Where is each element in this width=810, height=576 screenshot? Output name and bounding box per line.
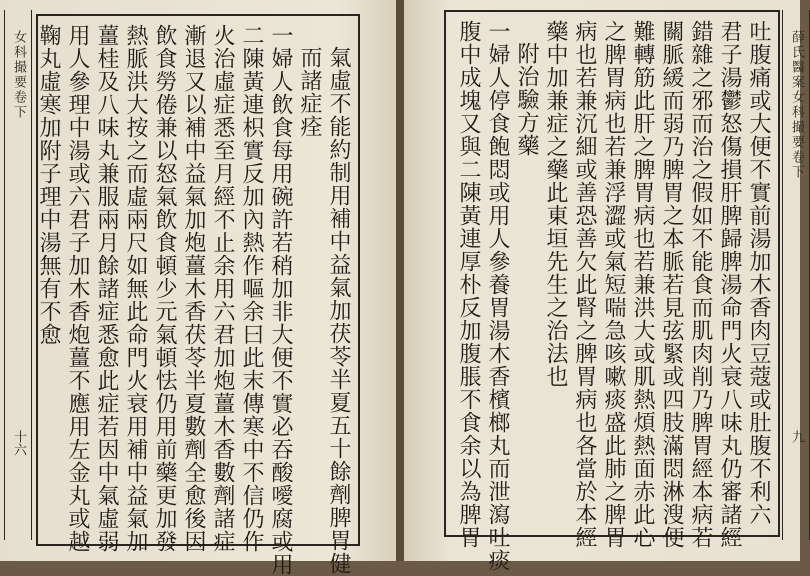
- text-column: 一婦人停食飽悶或用人參養胃湯木香檳榔丸而泄瀉吐痰: [485, 20, 510, 572]
- text-column: 難轉筋此肝之脾胃病也若兼洪大或肌熱煩熱面赤此心: [630, 20, 655, 549]
- left-margin-strip: [4, 10, 32, 540]
- text-column: 關脈緩而弱乃脾胃之本脈若見弦緊或四肢滿悶淋溲便: [659, 20, 684, 549]
- right-page: [404, 0, 804, 572]
- text-column: 君子湯鬱怒傷損肝脾歸脾湯命門火衰八味丸仍審諸經: [717, 20, 742, 549]
- left-page: [0, 0, 398, 576]
- text-column: 錯雜之邪而治之假如不能食而肌肉削乃脾胃經本病若: [688, 20, 713, 549]
- text-column: 吐腹痛或大便不實前湯加木香肉豆蔻或肚腹不利六: [746, 20, 771, 526]
- right-margin-strip: [782, 10, 810, 540]
- text-column: 鞠丸虛寒加附子理中湯無有不愈: [36, 24, 61, 346]
- text-column: 火治虛症悉至月經不止余用六君加炮薑木香數劑諸症: [210, 24, 235, 553]
- right-text-frame: [444, 10, 780, 572]
- right-text-columns: [452, 20, 772, 572]
- text-column: 氣虛不能約制用補中益氣加茯苓半夏五十餘劑脾胃健: [326, 46, 351, 575]
- text-column: 藥中加兼症之藥此東垣先生之治法也: [543, 20, 568, 388]
- text-column: 漸退又以補中益氣加炮薑木香茯苓半夏數劑全愈後因: [181, 24, 206, 553]
- left-text-columns: [36, 24, 352, 576]
- text-column: 附治驗方藥: [514, 42, 539, 157]
- text-column: 腹中成塊又與二陳黃連厚朴反加腹脹不食余以為脾胃: [456, 20, 481, 549]
- left-margin-title: 女科撮要卷下: [11, 30, 26, 120]
- text-column: 熱脈洪大按之而虛兩尺如無此命門火衰用補中益氣加: [123, 24, 148, 553]
- text-column: 薑桂及八味丸兼服兩月餘諸症悉愈此症若因中氣虛弱: [94, 24, 119, 553]
- left-text-frame: [36, 14, 360, 576]
- text-column: 而諸症痊: [297, 46, 322, 138]
- text-column: 一婦人飲食每用碗許若稍加非大便不實必吞酸噯腐或用: [268, 24, 293, 576]
- text-column: 之脾胃病也若兼浮澀或氣短喘急咳嗽痰盛此肺之脾胃: [601, 20, 626, 549]
- left-page-number: 十六: [11, 430, 26, 456]
- right-page-number: 九: [789, 430, 804, 443]
- text-column: 用人參理中湯或六君子加木香炮薑不應用左金丸或越: [65, 24, 90, 553]
- text-column: 飲食勞倦兼以怒氣飲食頓少元氣頓怯仍用前藥更加發: [152, 24, 177, 553]
- text-column: 二陳黃連枳實反加內熱作嘔余曰此末傳寒中不信仍作: [239, 24, 264, 553]
- right-margin-title: 薛氏醫案女科撮要卷下: [789, 30, 804, 180]
- text-column: 病也若兼沉細或善恐善欠此腎之脾胃病也各當於本經: [572, 20, 597, 549]
